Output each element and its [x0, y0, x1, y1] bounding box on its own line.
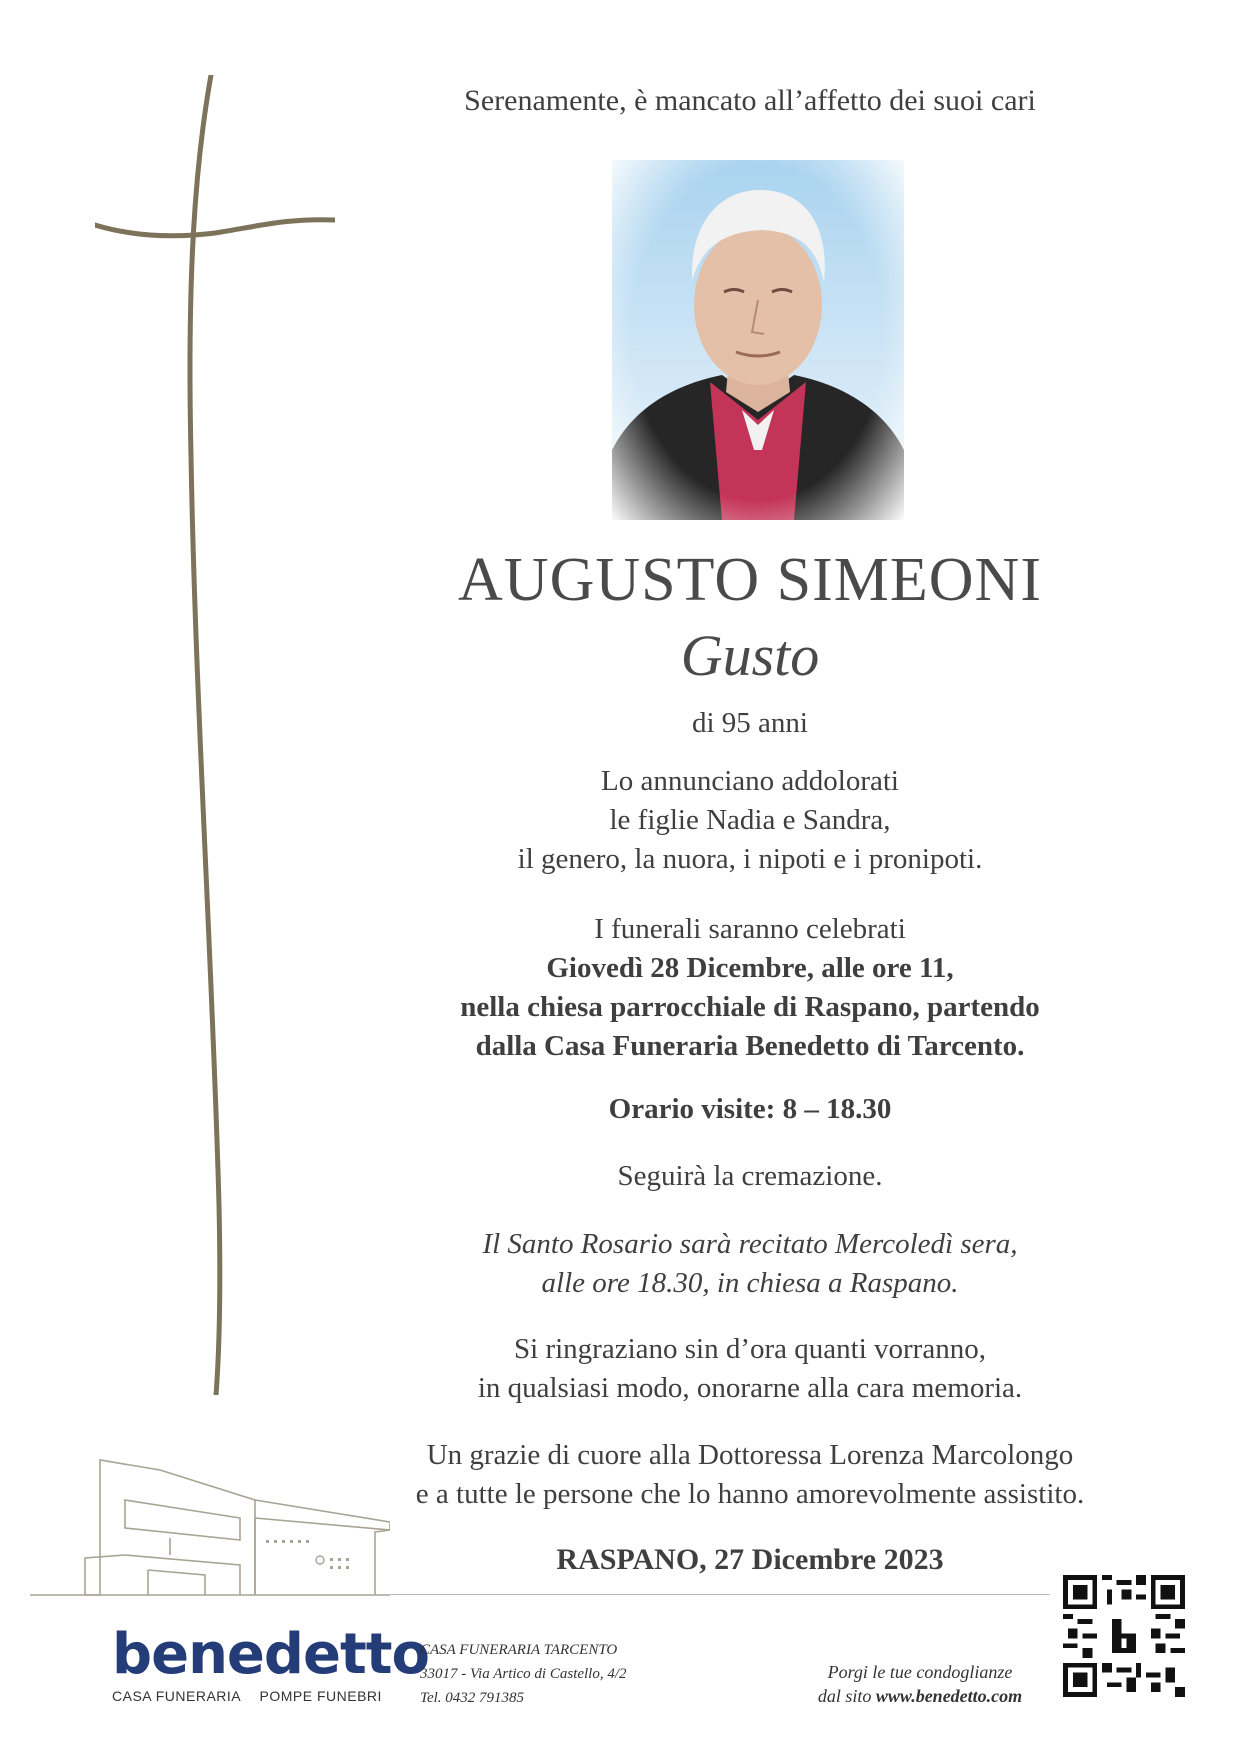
cross-icon [95, 75, 335, 1395]
deceased-age: di 95 anni [692, 707, 808, 739]
visiting-hours: Orario visite: 8 – 18.30 [608, 1093, 892, 1125]
agency-line: CASA FUNERARIA TARCENTO [420, 1642, 618, 1658]
building-illustration [30, 1440, 390, 1600]
condolences-line [790, 1684, 1050, 1708]
deceased-nickname: Gusto [680, 623, 820, 688]
logo-subtitle [112, 1688, 396, 1704]
rosary-line: alle ore 18.30, in chiesa a Raspano. [541, 1267, 959, 1299]
thanks-line: Si ringraziano sin d’ora quanti vorranno, [514, 1333, 986, 1365]
agency-address [420, 1638, 627, 1710]
gratitude-line: e a tutte le persone che lo hanno amorevolmente assistito. [415, 1478, 1085, 1510]
funeral-block [380, 910, 1120, 1066]
thanks-line: in qualsiasi modo, onorarne alla cara memoria. [477, 1372, 1023, 1404]
announcement-line: il genero, la nuora, i nipoti e i pronipoti. [517, 843, 983, 875]
dateline: RASPANO, 27 Dicembre 2023 [556, 1543, 944, 1576]
announcement-block [380, 762, 1120, 879]
rosary-block [380, 1225, 1120, 1303]
deceased-name: AUGUSTO SIMEONI [458, 546, 1042, 614]
announcement-line: le figlie Nadia e Sandra, [609, 804, 891, 836]
intro-text: Serenamente, è mancato all’affetto dei suoi cari [464, 84, 1036, 117]
cremation-note: Seguirà la cremazione. [617, 1160, 883, 1192]
announcement-line: Lo annunciano addolorati [601, 765, 899, 797]
qr-code-icon[interactable] [1063, 1575, 1185, 1697]
funeral-detail: dalla Casa Funeraria Benedetto di Tarcento. [475, 1030, 1025, 1062]
condolences-note [790, 1660, 1050, 1708]
website-link[interactable]: www.benedetto.com [875, 1686, 1023, 1706]
condolences-prefix: dal sito [817, 1686, 872, 1706]
divider [380, 1594, 1050, 1595]
logo-subtitle-left: CASA FUNERARIA [112, 1688, 242, 1704]
portrait-photo [612, 160, 904, 520]
logo-subtitle-right: POMPE FUNEBRI [259, 1688, 382, 1704]
thanks-block [380, 1330, 1120, 1408]
funeral-intro: I funerali saranno celebrati [594, 913, 906, 945]
rosary-line: Il Santo Rosario sarà recitato Mercoledì sera, [482, 1228, 1018, 1260]
agency-line: 33017 - Via Artico di Castello, 4/2 [420, 1666, 627, 1682]
gratitude-line: Un grazie di cuore alla Dottoressa Lorenza Marcolongo [426, 1439, 1074, 1471]
agency-line: Tel. 0432 791385 [420, 1690, 525, 1706]
funeral-detail: nella chiesa parrocchiale di Raspano, partendo [460, 991, 1040, 1023]
condolences-line: Porgi le tue condoglianze [827, 1662, 1013, 1682]
benedetto-logo: benedetto [112, 1622, 429, 1687]
funeral-detail: Giovedì 28 Dicembre, alle ore 11, [546, 952, 954, 984]
gratitude-block [380, 1436, 1120, 1514]
